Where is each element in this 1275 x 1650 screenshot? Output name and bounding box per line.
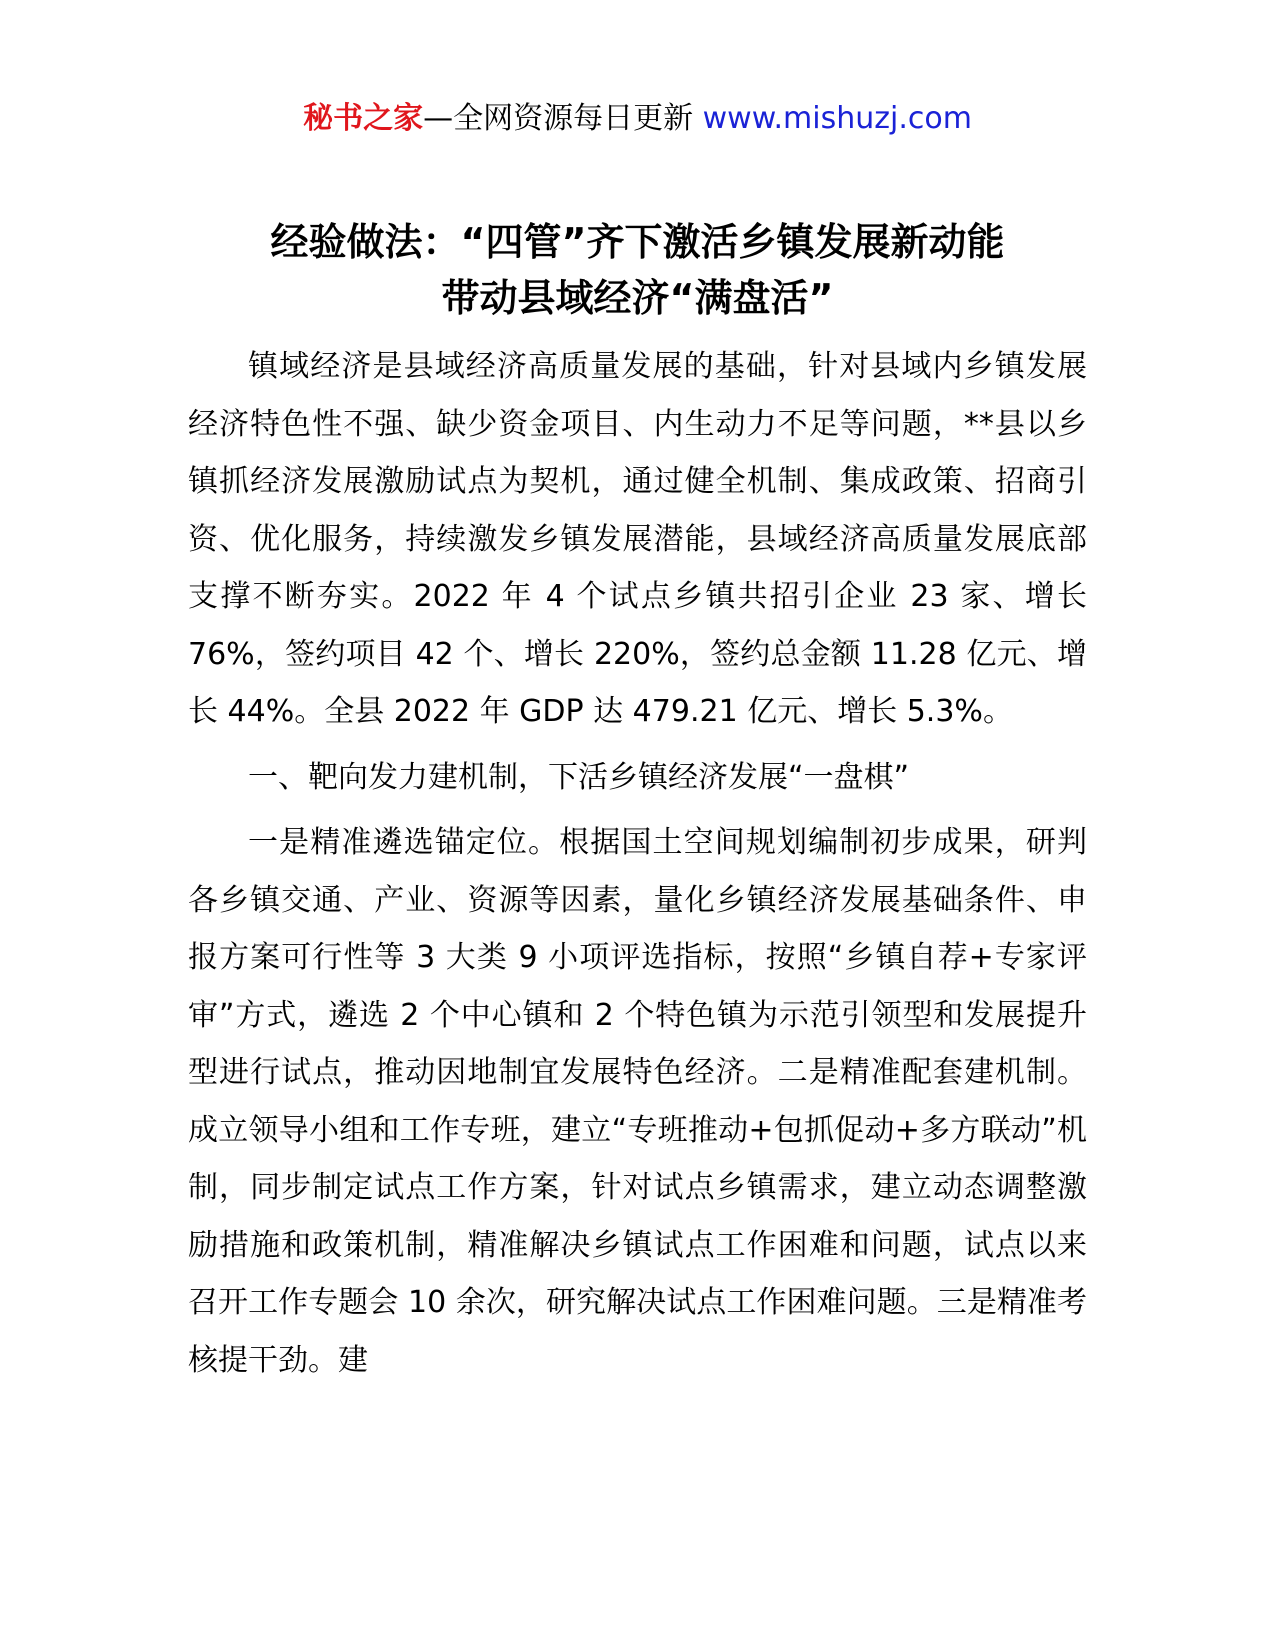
intro-paragraph: 镇域经济是县域经济高质量发展的基础，针对县域内乡镇发展经济特色性不强、缺少资金项目、内生动力不足等问题，**县以乡镇抓经济发展激励试点为契机，通过健全机制、集成政策、招商引资、优化服务，持续激发乡镇发展潜能，县域经济高质量发展底部支撑不断夯实。2022 年 4 个试点乡镇共招引企业 23 家、增长 76%，签约项目 42 个、增长 220%，签约总金额 11.28 亿元、增长 44%。全县 2022 年 GDP 达 479.21 亿元、增长 5.3%。 bbox=[188, 349, 1087, 729]
document-title bbox=[150, 214, 1125, 326]
title-line-1: 经验做法：“四管”齐下激活乡镇发展新动能 bbox=[270, 220, 1005, 264]
page-header bbox=[0, 96, 1275, 142]
header-tagline: —全网资源每日更新 bbox=[423, 101, 703, 136]
site-url[interactable]: www.mishuzj.com bbox=[702, 101, 972, 136]
section-paragraph: 一是精准遴选锚定位。根据国土空间规划编制初步成果，研判各乡镇交通、产业、资源等因素，量化乡镇经济发展基础条件、申报方案可行性等 3 大类 9 小项评选指标，按照“乡镇自荐+专家评审”方式，遴选 2 个中心镇和 2 个特色镇为示范引领型和发展提升型进行试点，推动因地制宜发展特色经济。二是精准配套建机制。成立领导小组和工作专班，建立“专班推动+包抓促动+多方联动”机制，同步制定试点工作方案，针对试点乡镇需求，建立动态调整激励措施和政策机制，精准解决乡镇试点工作困难和问题，试点以来召开工作专题会 10 余次，研究解决试点工作困难问题。三是精准考核提干劲。建 bbox=[188, 825, 1087, 1378]
document-body bbox=[188, 338, 1087, 1389]
brand-name: 秘书之家 bbox=[303, 101, 424, 136]
section-heading: 一、靶向发力建机制，下活乡镇经济发展“一盘棋” bbox=[248, 759, 910, 795]
title-line-2: 带动县域经济“满盘活” bbox=[441, 276, 834, 320]
